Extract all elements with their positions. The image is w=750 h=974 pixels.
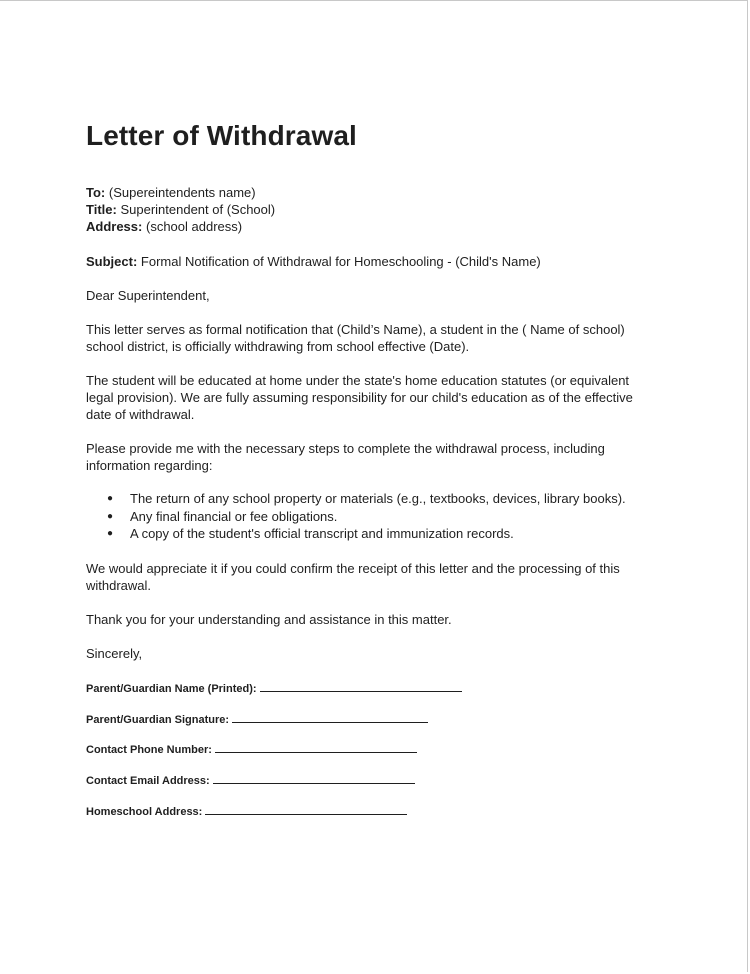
field-guardian-signature: [86, 712, 428, 727]
field-label: Contact Email Address:: [86, 775, 210, 787]
paragraph-thanks: Thank you for your understanding and assistance in this matter.: [86, 612, 452, 627]
recipient-block: [86, 184, 656, 235]
subject-label: Subject:: [86, 254, 138, 269]
subject-value: Formal Notification of Withdrawal for Homeschooling - (Child's Name): [140, 254, 541, 269]
field-email: [86, 773, 415, 788]
field-homeschool-address: [86, 804, 407, 819]
field-phone: [86, 742, 417, 757]
to-label: To:: [86, 185, 106, 200]
paragraph-request: Please provide me with the necessary steps to complete the withdrawal process, including information regarding:: [86, 441, 605, 473]
salutation: Dear Superintendent,: [86, 288, 210, 303]
guardian-name-line[interactable]: [260, 681, 462, 692]
title-value: Superintendent of (School): [120, 202, 276, 217]
field-label: Parent/Guardian Signature:: [86, 714, 230, 726]
title-line: [86, 201, 656, 218]
paragraph-confirm: We would appreciate it if you could confirm the receipt of this letter and the processing of this withdrawal.: [86, 561, 620, 593]
paragraph-notification: This letter serves as formal notification that (Child’s Name), a student in the ( Name of school) school district, is officially withdrawing from school effective (Date).: [86, 322, 625, 354]
signature-line[interactable]: [232, 712, 428, 723]
address-value: (school address): [145, 219, 243, 234]
to-line: [86, 184, 656, 201]
letter-title: Letter of Withdrawal: [86, 120, 357, 151]
address-label: Address:: [86, 219, 143, 234]
subject-line: [86, 253, 656, 270]
phone-line[interactable]: [215, 742, 417, 753]
signoff: Sincerely,: [86, 646, 143, 661]
title-label: Title:: [86, 202, 117, 217]
field-label: Homeschool Address:: [86, 806, 203, 818]
to-value: (Supereintendents name): [108, 185, 256, 200]
field-label: Parent/Guardian Name (Printed):: [86, 683, 257, 695]
paragraph-home-education: The student will be educated at home under the state's home education statutes (or equivalent legal provision). We are fully assuming responsibility for our child's education as of the effective date of withdrawal.: [86, 373, 633, 422]
email-line[interactable]: [213, 773, 415, 784]
address-line: [86, 218, 656, 235]
field-label: Contact Phone Number:: [86, 744, 212, 756]
homeschool-address-line[interactable]: [205, 804, 407, 815]
list-item: ● A copy of the student's official transcript and immunization records.: [86, 525, 656, 543]
list-item: ● Any final financial or fee obligations.: [86, 508, 656, 526]
list-item: ● The return of any school property or materials (e.g., textbooks, devices, library books).: [86, 490, 656, 508]
field-guardian-name: [86, 681, 462, 696]
request-list: [86, 490, 656, 543]
